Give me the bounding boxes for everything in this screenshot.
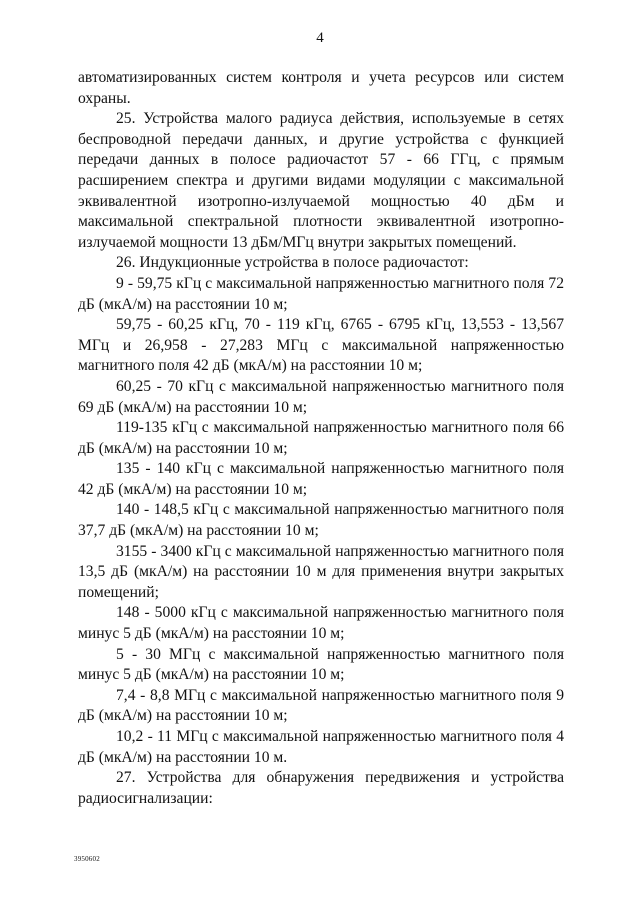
paragraph-band-59-60: 59,75 - 60,25 кГц, 70 - 119 кГц, 6765 - 6795 кГц, 13,553 - 13,567 МГц и 26,958 - 27,283 МГц с максимальной напряженностью магнитного поля 42 дБ (мкА/м) на расстоянии 10 м; [78,316,564,375]
document-body [78,68,564,809]
paragraph-band-60-70: 60,25 - 70 кГц с максимальной напряженностью магнитного поля 69 дБ (мкА/м) на расстоянии 10 м; [78,377,564,416]
paragraph-band-140-148: 140 - 148,5 кГц с максимальной напряженностью магнитного поля 37,7 дБ (мкА/м) на расстоянии 10 м; [78,501,564,540]
document-code: 3950602 [74,855,100,863]
paragraph-band-9-59: 9 - 59,75 кГц с максимальной напряженностью магнитного поля 72 дБ (мкА/м) на расстоянии 10 м; [78,274,564,313]
paragraph-item-27: 27. Устройства для обнаружения передвижения и устройства радиосигнализации: [78,769,564,807]
paragraph-item-25: 25. Устройства малого радиуса действия, используемые в сетях беспроводной передачи данных, и другие устройства с функцией передачи данных в полосе радиочастот 57 - 66 ГГц, с прямым расширением спектра и другими видами модуляции с максимальной эквивалентной изотропно-излучаемой мощностью 40 дБм и максимальной спектральной плотности эквивалентной изотропно-излучаемой мощности 13 дБм/МГц внутри закрытых помещений. [78,110,564,251]
paragraph-band-135-140: 135 - 140 кГц с максимальной напряженностью магнитного поля 42 дБ (мкА/м) на расстоянии 10 м; [78,460,564,498]
paragraph-item-26: 26. Индукционные устройства в полосе радиочастот: [116,254,469,272]
paragraph-band-5-30: 5 - 30 МГц с максимальной напряженностью магнитного поля минус 5 дБ (мкА/м) на расстоянии 10 м; [78,645,564,684]
paragraph-band-10-11: 10,2 - 11 МГц с максимальной напряженностью магнитного поля 4 дБ (мкА/м) на расстоянии 10 м. [78,728,564,766]
paragraph-band-7-8: 7,4 - 8,8 МГц с максимальной напряженностью магнитного поля 9 дБ (мкА/м) на расстоянии 10 м; [78,686,564,725]
paragraph-band-119-135: 119-135 кГц с максимальной напряженностью магнитного поля 66 дБ (мкА/м) на расстоянии 10 м; [78,419,564,457]
page-number: 4 [316,30,324,46]
paragraph-band-3155-3400: 3155 - 3400 кГц с максимальной напряженностью магнитного поля 13,5 дБ (мкА/м) на расстоянии 10 м для применения внутри закрытых помещений; [78,542,564,601]
paragraph-band-148-5000: 148 - 5000 кГц с максимальной напряженностью магнитного поля минус 5 дБ (мкА/м) на расстоянии 10 м; [78,604,564,643]
paragraph-continuation: автоматизированных систем контроля и учета ресурсов или систем охраны. [78,69,564,107]
